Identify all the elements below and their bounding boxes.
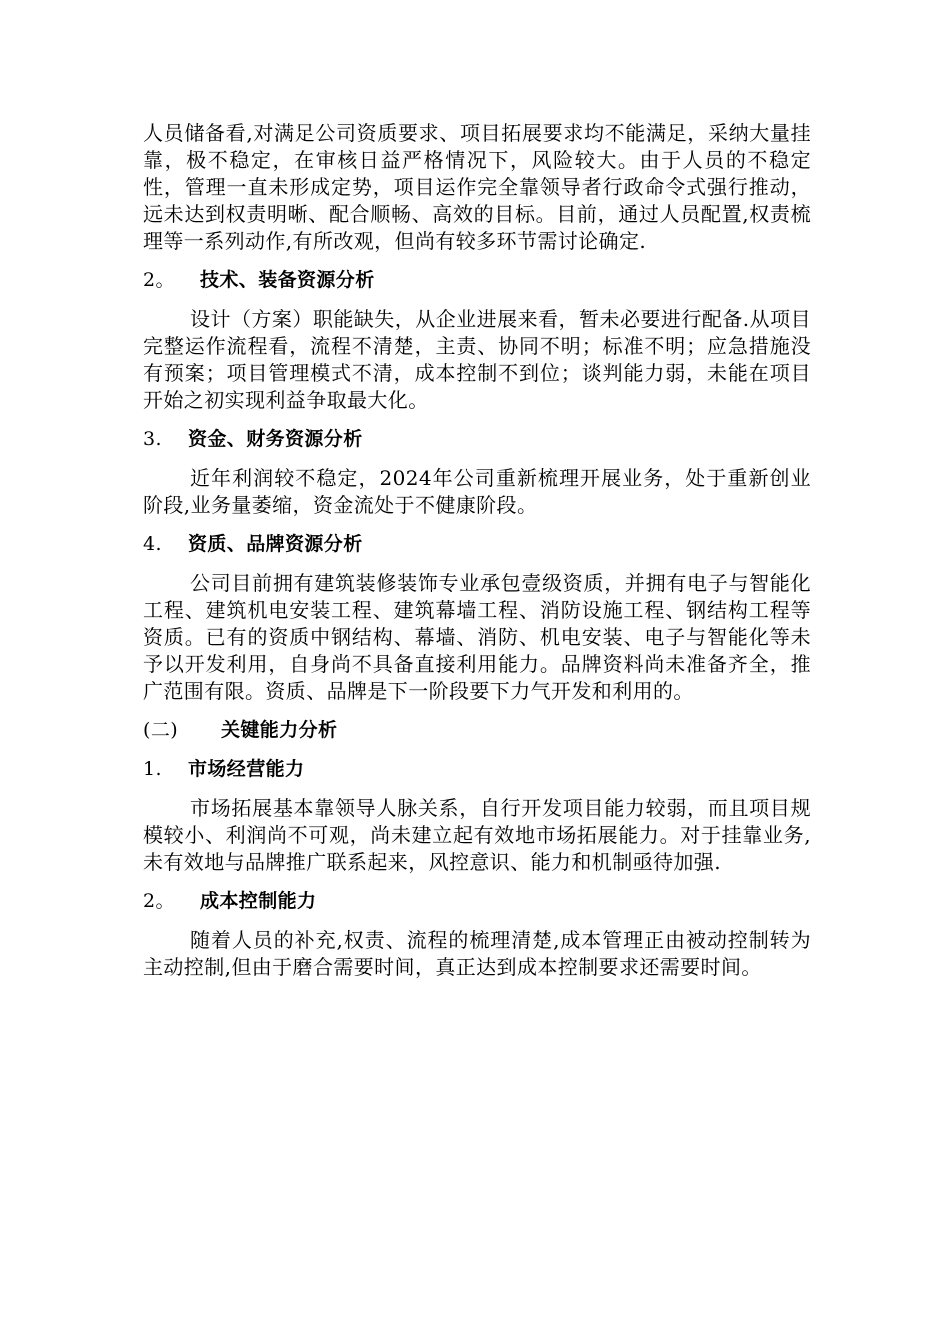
heading-number: 4. (143, 533, 162, 555)
heading-number: (二) (143, 719, 179, 741)
heading-number: 2。 (143, 890, 175, 912)
heading-title: 市场经营能力 (188, 758, 305, 780)
heading-cost-control (143, 888, 811, 915)
heading-number: 2。 (143, 269, 175, 291)
heading-finance (143, 426, 811, 453)
heading-title: 资质、品牌资源分析 (188, 533, 363, 555)
heading-title: 关键能力分析 (221, 719, 338, 741)
paragraph-tech-equipment: 设计（方案）职能缺失，从企业进展来看，暂未必要进行配备.从项目完整运作流程看，流程不清楚，主责、协同不明；标准不明；应急措施没有预案；项目管理模式不清，成本控制不到位；谈判能力弱，未能在项目开始之初实现利益争取最大化。 (143, 307, 811, 412)
heading-title: 技术、装备资源分析 (200, 269, 375, 291)
heading-tech-equipment (143, 267, 811, 294)
paragraph-personnel: 人员储备看,对满足公司资质要求、项目拓展要求均不能满足，采纳大量挂靠，极不稳定，在审核日益严格情况下，风险较大。由于人员的不稳定性，管理一直未形成定势，项目运作完全靠领导者行政命令式强行推动，远未达到权责明晰、配合顺畅、高效的目标。目前，通过人员配置,权责梳理等一系列动作,有所改观，但尚有较多环节需讨论确定. (143, 121, 811, 253)
heading-number: 3. (143, 428, 162, 450)
paragraph-finance: 近年利润较不稳定，2024年公司重新梳理开展业务，处于重新创业阶段,业务量萎缩，资金流处于不健康阶段。 (143, 466, 811, 517)
paragraph-qualification-brand: 公司目前拥有建筑装修装饰专业承包壹级资质，并拥有电子与智能化工程、建筑机电安装工程、建筑幕墙工程、消防设施工程、钢结构工程等资质。已有的资质中钢结构、幕墙、消防、机电安装、电子与智能化等未予以开发利用，自身尚不具备直接利用能力。品牌资料尚未准备齐全，推广范围有限。资质、品牌是下一阶段要下力气开发和利用的。 (143, 571, 811, 703)
heading-key-capabilities (143, 717, 811, 744)
heading-title: 资金、财务资源分析 (188, 428, 363, 450)
heading-title: 成本控制能力 (200, 890, 317, 912)
heading-number: 1. (143, 758, 162, 780)
paragraph-market: 市场拓展基本靠领导人脉关系，自行开发项目能力较弱，而且项目规模较小、利润尚不可观，尚未建立起有效地市场拓展能力。对于挂靠业务,未有效地与品牌推广联系起来，风控意识、能力和机制亟待加强. (143, 796, 811, 874)
paragraph-cost-control: 随着人员的补充,权责、流程的梳理清楚,成本管理正由被动控制转为主动控制,但由于磨合需要时间，真正达到成本控制要求还需要时间。 (143, 928, 811, 979)
heading-market (143, 756, 811, 783)
document-body (143, 120, 811, 993)
heading-qualification-brand (143, 531, 811, 558)
